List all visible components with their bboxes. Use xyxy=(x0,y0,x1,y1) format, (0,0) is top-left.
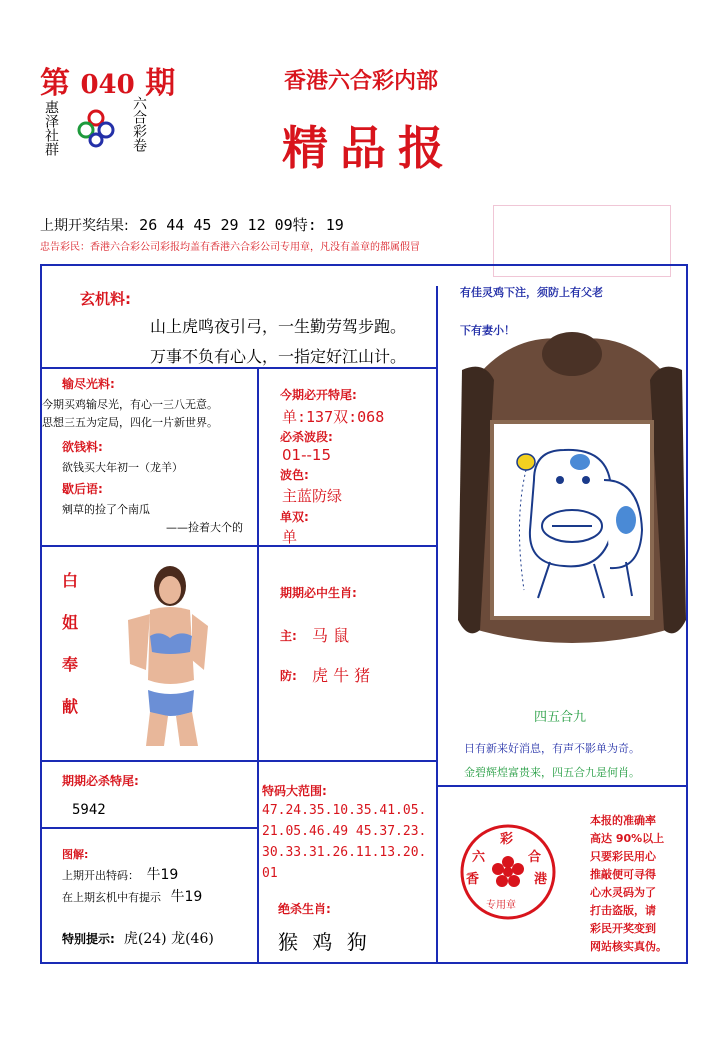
notice-line: 忠告彩民：香港六合彩公司彩报均盖有香港六合彩公司专用章，凡没有盖章的都属假冒 xyxy=(40,242,420,253)
bosha-label: 必杀波段: xyxy=(280,430,333,444)
vertical-name: 白 姐 奉 献 xyxy=(62,571,79,716)
shuying-line2: 思想三五为定局，四化一片新世界。 xyxy=(42,416,218,429)
stamp-right: 合 xyxy=(528,850,542,865)
bose-label: 波色: xyxy=(280,468,309,482)
xuanji-line1: 山上虎鸣夜引弓，一生勤劳驾步跑。 xyxy=(150,317,407,336)
fanwei-label: 特码大范围: xyxy=(262,784,327,798)
xiehouyu-line1: 剜草的捡了个南瓜 xyxy=(62,503,150,516)
stamp-bottom-right: 港 xyxy=(534,872,548,887)
shuying-label: 输尽光料: xyxy=(62,377,115,391)
stamp-bottom: 专用章 xyxy=(486,900,516,911)
headline-top: 香港六合彩内部 xyxy=(284,68,439,94)
poem-right-line2: 金碧辉煌富贵来，四五合九是何肖。 xyxy=(464,766,640,779)
results-label: 上期开奖结果: xyxy=(40,218,129,234)
issue-number: 040 xyxy=(80,70,135,100)
weishu-value: 5942 xyxy=(72,802,106,818)
tebie-line: 特别提示: 虎(24) 龙(46) xyxy=(62,931,214,947)
xiehouyu-label: 歇后语: xyxy=(62,482,103,496)
texiao-danshuang: 单:137双:068 xyxy=(282,408,385,426)
poem-right-line1: 日有新来好消息，有声不影单为奇。 xyxy=(464,742,640,755)
weishu-label: 期期必杀特尾: xyxy=(62,774,139,788)
bose-value: 主蓝防绿 xyxy=(282,487,343,505)
results-line xyxy=(40,214,344,235)
poem-right-title: 四五合九 xyxy=(534,710,587,725)
accuracy-text: 本报的准确率 高达 90%以上 只要彩民用心 推敲便可寻得 心水灵码为了 打击盗版，请 彩民开奖变到 网站核实真伪。 xyxy=(590,814,667,953)
tujie-line1: 上期开出特码： 牛19 xyxy=(62,867,179,883)
shengxiao-main: 马 鼠 xyxy=(312,626,350,645)
results-numbers: 26 44 45 29 12 09特: 19 xyxy=(139,216,344,234)
headline-main: 精品报 xyxy=(282,121,456,175)
yuqian-line1: 欲钱买大年初一（龙羊） xyxy=(62,461,183,474)
danshuang-label: 单双: xyxy=(280,510,309,524)
stamp-top: 彩 xyxy=(500,832,514,847)
issue-title xyxy=(40,58,175,102)
mirror-cow-illustration xyxy=(454,330,690,656)
tujie-label: 图解: xyxy=(62,848,89,861)
yuqian-label: 欲钱料: xyxy=(62,440,103,454)
bosha-value: 01--15 xyxy=(282,446,331,464)
model-photo xyxy=(120,560,212,746)
shengxiao-guard: 虎 牛 猪 xyxy=(312,666,371,685)
xiehouyu-line2: ——捡着大个的 xyxy=(166,521,243,534)
issue-suffix: 期 xyxy=(145,66,176,101)
stamp-left: 六 xyxy=(472,850,486,865)
juesha-label: 绝杀生肖: xyxy=(278,902,331,916)
right-top-line1: 有佳灵鸡下注，须防上有父老 xyxy=(460,286,603,299)
danshuang-value: 单 xyxy=(282,528,298,546)
logo-rings-icon xyxy=(76,108,116,148)
tujie-line2: 在上期玄机中有提示 牛19 xyxy=(62,889,203,905)
fanwei-numbers: 47.24.35.10.35.41.05. 21.05.46.49 45.37.23. 30.33.31.26.11.13.20. 01 xyxy=(262,803,427,881)
juesha-value: 猴 鸡 狗 xyxy=(278,930,371,954)
shengxiao-guard-label: 防: xyxy=(280,669,297,683)
issue-prefix: 第 xyxy=(40,66,70,101)
stamp-bottom-left: 香 xyxy=(466,872,480,887)
xuanji-line2: 万事不负有心人，一指定好江山计。 xyxy=(150,347,407,366)
shuying-line1: 今期买鸡输尽光，有心一三八无意。 xyxy=(42,398,218,411)
flower-icon xyxy=(492,856,524,887)
xuanji-label: 玄机料: xyxy=(80,290,131,308)
org-left: 惠泽社群 xyxy=(43,100,59,156)
shengxiao-label: 期期必中生肖: xyxy=(280,586,357,600)
org-right: 六合彩卷 xyxy=(131,96,147,152)
right-top-line2: 下有妻小！ xyxy=(460,324,515,337)
texiao-label: 今期必开特尾: xyxy=(280,388,357,402)
shengxiao-main-label: 主: xyxy=(280,629,297,643)
